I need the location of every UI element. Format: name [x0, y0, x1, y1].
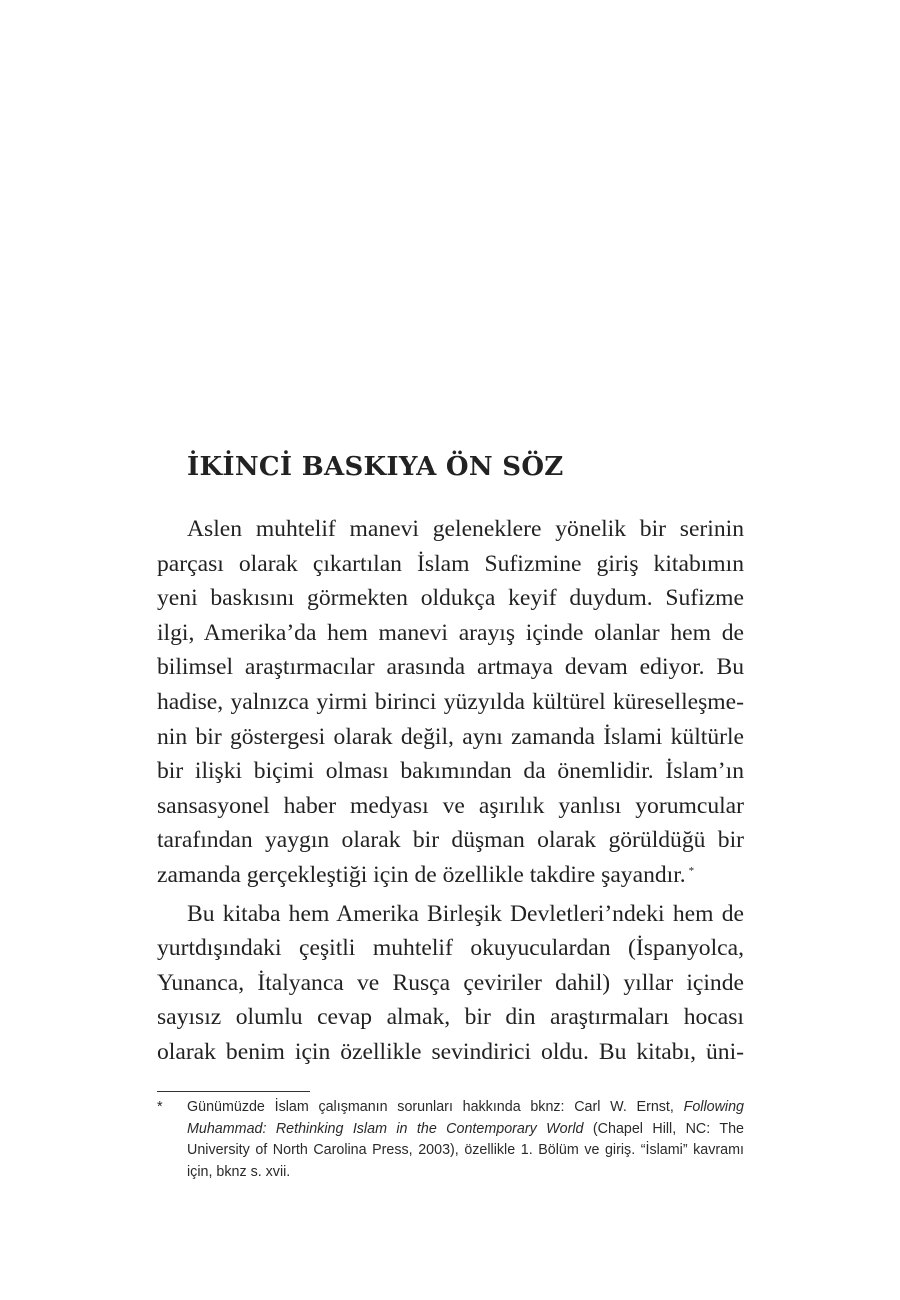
- footnote: [157, 1097, 744, 1183]
- text-line: bir ilişki biçimi olması bakımından da önemlidir. İslam’ın: [157, 758, 744, 785]
- text-line: tarafından yaygın olarak bir düşman olarak görüldüğü bir: [157, 827, 744, 854]
- footnote-line: University of North Carolina Press, 2003), özellikle 1. Bölüm ve giriş. “İslami” kavramı: [187, 1142, 744, 1158]
- text-line: Bu kitaba hem Amerika Birleşik Devletleri’ndeki hem de: [187, 900, 744, 927]
- footnote-text: Günümüzde İslam çalışmanın sorunları hakkında bknz: Carl W. Ernst,: [187, 1099, 684, 1115]
- paragraph-2: [157, 897, 744, 1070]
- text-line: sayısız olumlu cevap almak, bir din araştırmaları hocası: [157, 1004, 744, 1031]
- footnote-book-title: Following: [683, 1099, 744, 1115]
- footnote-text: (Chapel Hill, NC: The: [583, 1120, 744, 1137]
- text-line: yeni baskısını görmekten oldukça keyif duydum. Sufizme: [157, 585, 744, 612]
- footnote-divider: [157, 1091, 310, 1092]
- footnote-marker: *: [157, 1099, 163, 1115]
- footnote-line: [187, 1097, 744, 1119]
- footnote-book-title: Muhammad: Rethinking Islam in the Contemporary World: [187, 1120, 584, 1137]
- text-line: sansasyonel haber medyası ve aşırılık yanlısı yorumcular: [157, 792, 744, 819]
- text-line: hadise, yalnızca yirmi birinci yüzyılda kültürel küreselleşme-: [157, 688, 744, 715]
- text-line: nin bir göstergesi olarak değil, aynı zamanda İslami kültürle: [157, 723, 744, 750]
- text-line: olarak benim için özellikle sevindirici oldu. Bu kitabı, üni-: [157, 1038, 744, 1065]
- footnote-line: için, bknz s. xvii.: [187, 1163, 291, 1180]
- footnote-line: [187, 1119, 744, 1141]
- text-line: bilimsel araştırmacılar arasında artmaya devam ediyor. Bu: [157, 654, 744, 681]
- text-line: Yunanca, İtalyanca ve Rusça çeviriler dahil) yıllar içinde: [157, 969, 744, 996]
- text-line: Aslen muhtelif manevi geleneklere yönelik bir serinin: [187, 516, 744, 542]
- text-line: ilgi, Amerika’da hem manevi arayış içinde olanlar hem de: [157, 619, 744, 646]
- footnote-reference[interactable]: *: [688, 864, 695, 877]
- text-line: yurtdışındaki çeşitli muhtelif okuyuculardan (İspanyolca,: [157, 935, 744, 962]
- body-text: [157, 512, 744, 1070]
- text-line: [157, 858, 744, 893]
- paragraph-1: [157, 512, 744, 893]
- text-line: parçası olarak çıkartılan İslam Sufizmine giriş kitabımın: [157, 550, 744, 577]
- footnote-body: [187, 1097, 744, 1183]
- chapter-heading: İKİNCİ BASKIYA ÖN SÖZ: [187, 452, 564, 482]
- text-line-content: zamanda gerçekleştiği için de özellikle takdire şayandır.: [157, 861, 686, 888]
